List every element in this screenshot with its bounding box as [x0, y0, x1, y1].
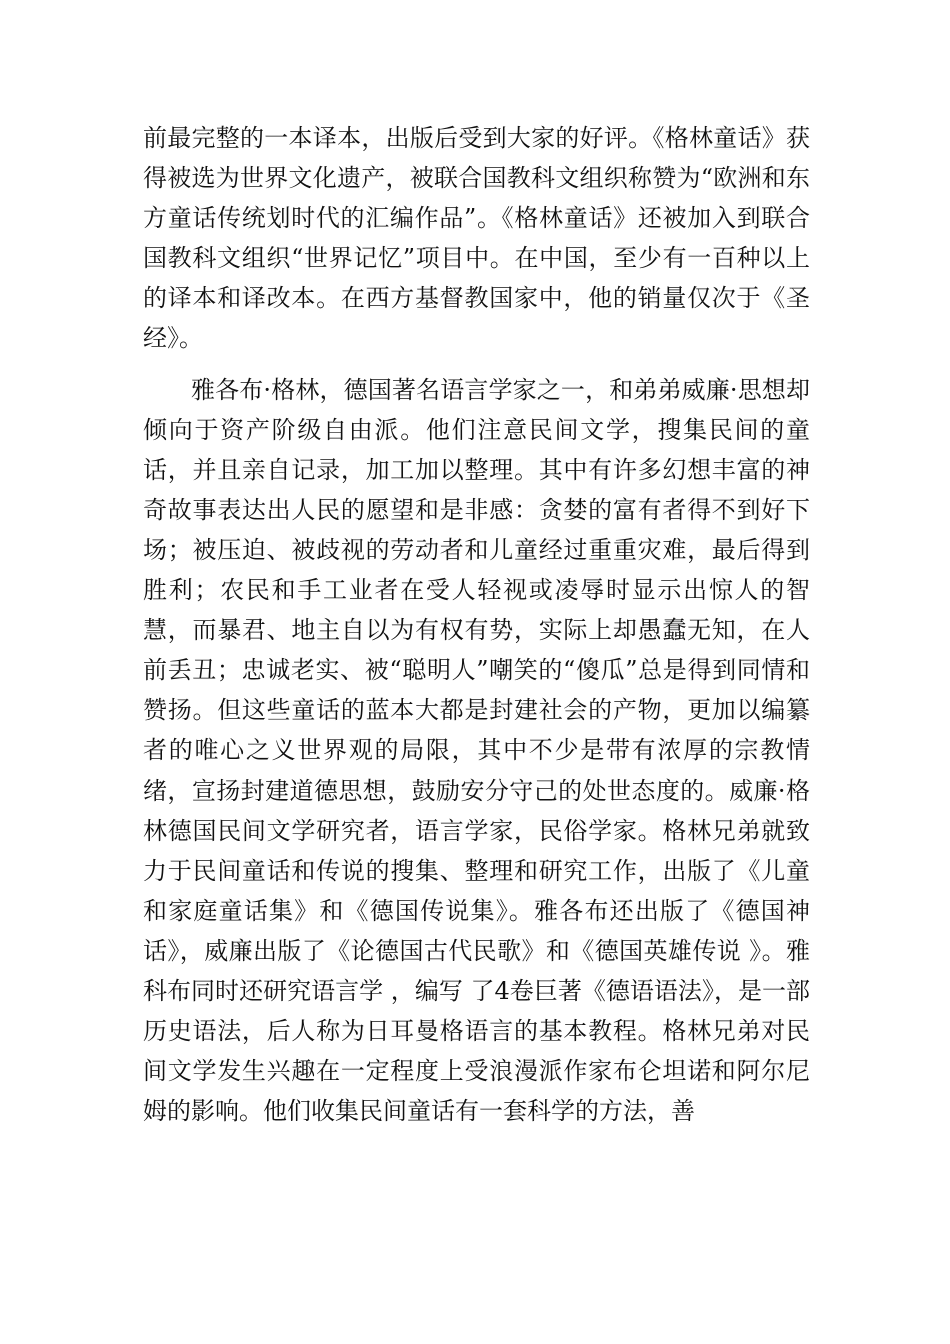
document-body [143, 118, 810, 1131]
paragraph-2: 雅各布·格林，德国著名语言学家之一，和弟弟威廉·思想却倾向于资产阶级自由派。他们注意民间文学，搜集民间的童话，并且亲自记录，加工加以整理。其中有许多幻想丰富的神奇故事表达出人民的愿望和是非感：贪婪的富有者得不到好下场；被压迫、被歧视的劳动者和儿童经过重重灾难，最后得到胜利；农民和手工业者在受人轻视或凌辱时显示出惊人的智慧，而暴君、地主自以为有权有势，实际上却愚蠢无知，在人前丢丑；忠诚老实、被“聪明人”嘲笑的“傻瓜”总是得到同情和赞扬。但这些童话的蓝本大都是封建社会的产物，更加以编纂者的唯心之义世界观的局限，其中不少是带有浓厚的宗教情绪，宣扬封建道德思想，鼓励安分守己的处世态度的。威廉·格林德国民间文学研究者，语言学家，民俗学家。格林兄弟就致力于民间童话和传说的搜集、整理和研究工作，出版了《儿童和家庭童话集》和《德国传说集》。雅各布还出版了《德国神话》，威廉出版了《论德国古代民歌》和《德国英雄传说 》。雅科布同时还研究语言学 ，编写 了4卷巨著《德语语法》，是一部历史语法，后人称为日耳曼格语言的基本教程。格林兄弟对民间文学发生兴趣在一定程度上受浪漫派作家布仑坦诺和阿尔尼姆的影响。他们收集民间童话有一套科学的方法，善 [143, 375, 810, 1126]
paragraph-1: 前最完整的一本译本，出版后受到大家的好评。《格林童话》获得被选为世界文化遗产，被联合国教科文组织称赞为“欧洲和东方童话传统划时代的汇编作品”。《格林童话》还被加入到联合国教科文组织“世界记忆”项目中。在中国，至少有一百种以上的译本和译改本。在西方基督教国家中，他的销量仅次于《圣经》。 [143, 124, 810, 353]
